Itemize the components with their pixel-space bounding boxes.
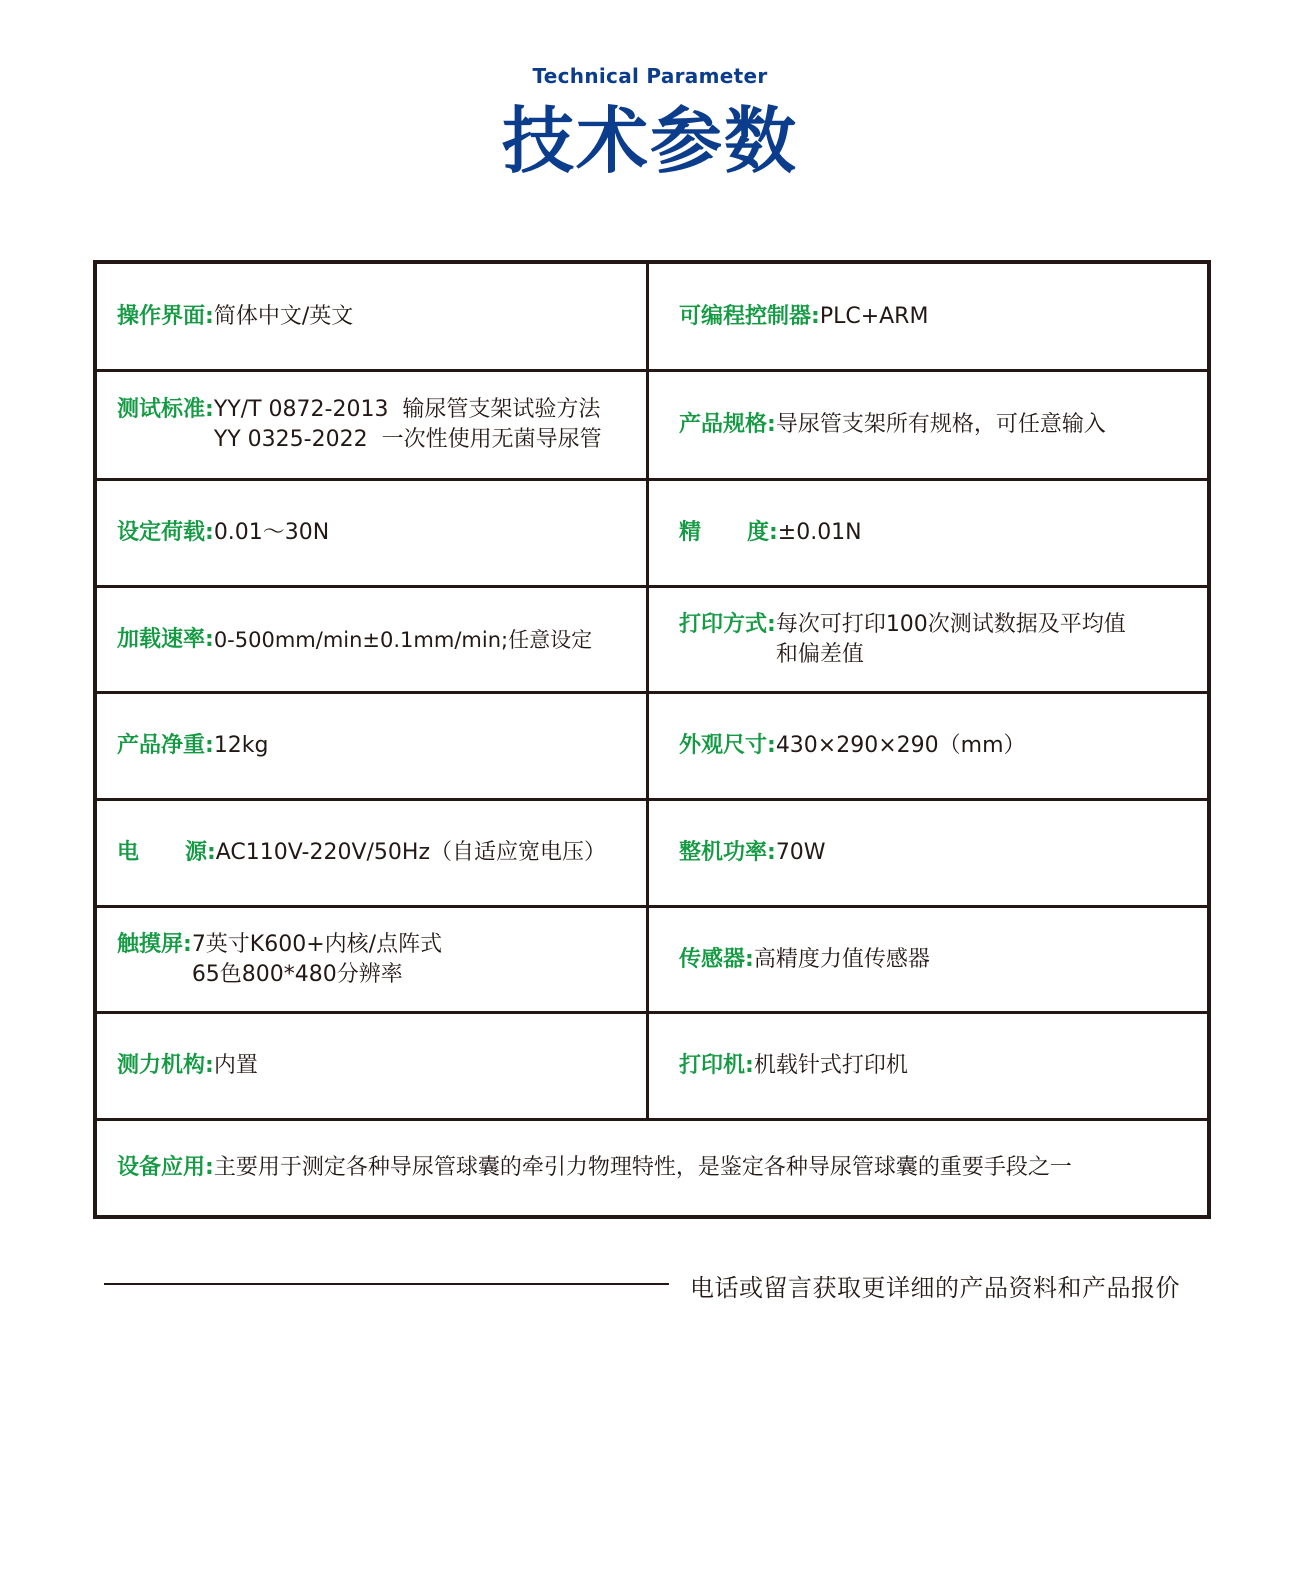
section-subtitle: Technical Parameter [532, 64, 768, 88]
spec-label: 触摸屏: [117, 931, 192, 957]
spec-value: AC110V-220V/50Hz（自适应宽电压） [215, 840, 607, 865]
spec-row [97, 694, 1207, 801]
spec-value: 机载针式打印机 [753, 1053, 908, 1078]
spec-label: 设定荷载: [117, 520, 214, 545]
spec-cell-loading-rate [97, 588, 649, 691]
spec-cell-printer [649, 1014, 1207, 1118]
spec-value: 12kg [213, 733, 269, 758]
footer-divider [104, 1283, 669, 1285]
spec-row [97, 908, 1207, 1014]
spec-label: 传感器: [679, 946, 754, 972]
spec-row [97, 481, 1207, 588]
spec-cell-sensor [649, 908, 1207, 1011]
spec-value: 高精度力值传感器 [753, 946, 930, 972]
spec-row [97, 264, 1207, 372]
spec-cell-product-spec [649, 372, 1207, 478]
spec-cell-operating-interface [97, 264, 649, 369]
spec-label: 产品净重: [117, 733, 214, 758]
spec-value: 0-500mm/min±0.1mm/min;任意设定 [213, 627, 593, 652]
spec-value: YY/T 0872-2013 输尿管支架试验方法 [213, 397, 601, 422]
spec-table [93, 260, 1211, 1219]
spec-value: 65色800*480分辨率 [191, 961, 403, 987]
spec-cell-plc [649, 264, 1207, 369]
spec-row [97, 372, 1207, 481]
spec-label: 打印机: [679, 1053, 754, 1078]
spec-value: PLC+ARM [819, 303, 929, 329]
spec-cell-accuracy [649, 481, 1207, 585]
spec-label: 测试标准: [117, 397, 214, 422]
spec-cell-force-mechanism [97, 1014, 649, 1118]
spec-value: 每次可打印100次测试数据及平均值 [775, 611, 1126, 637]
contact-prompt: 电话或留言获取更详细的产品资料和产品报价 [690, 1274, 1180, 1302]
spec-label: 产品规格: [679, 412, 776, 437]
spec-value: 简体中文/英文 [213, 303, 354, 329]
spec-cell-set-load [97, 481, 649, 585]
spec-label: 整机功率: [679, 840, 776, 865]
spec-value: 7英寸K600+内核/点阵式 [191, 931, 443, 957]
spec-label: 可编程控制器: [679, 303, 820, 329]
spec-label: 外观尺寸: [679, 733, 776, 758]
spec-label: 打印方式: [679, 611, 776, 637]
spec-cell-touchscreen [97, 908, 649, 1011]
spec-value: 430×290×290（mm） [775, 733, 1026, 758]
spec-value: 主要用于测定各种导尿管球囊的牵引力物理特性，是鉴定各种导尿管球囊的重要手段之一 [213, 1155, 1072, 1180]
spec-value: 内置 [213, 1053, 258, 1078]
spec-value: 和偏差值 [775, 641, 864, 667]
spec-label: 精 度: [679, 520, 778, 545]
spec-cell-test-standard [97, 372, 649, 478]
spec-row [97, 801, 1207, 908]
spec-label: 加载速率: [117, 626, 214, 652]
spec-label: 操作界面: [117, 303, 214, 329]
spec-value: YY 0325-2022 一次性使用无菌导尿管 [213, 427, 602, 452]
spec-cell-power-supply [97, 801, 649, 905]
spec-value: 70W [775, 840, 826, 865]
spec-cell-power [649, 801, 1207, 905]
spec-row-application [97, 1121, 1207, 1215]
spec-cell-dimensions [649, 694, 1207, 798]
spec-cell-application [97, 1121, 1207, 1215]
spec-value: 导尿管支架所有规格，可任意输入 [775, 412, 1106, 437]
spec-label: 设备应用: [117, 1155, 214, 1180]
spec-value: 0.01～30N [213, 520, 330, 545]
spec-cell-net-weight [97, 694, 649, 798]
spec-row [97, 588, 1207, 694]
page-title: 技术参数 [501, 99, 798, 183]
spec-row [97, 1014, 1207, 1121]
spec-value: ±0.01N [777, 520, 862, 545]
spec-label: 电 源: [117, 840, 216, 865]
spec-cell-print-mode [649, 588, 1207, 691]
spec-label: 测力机构: [117, 1053, 214, 1078]
